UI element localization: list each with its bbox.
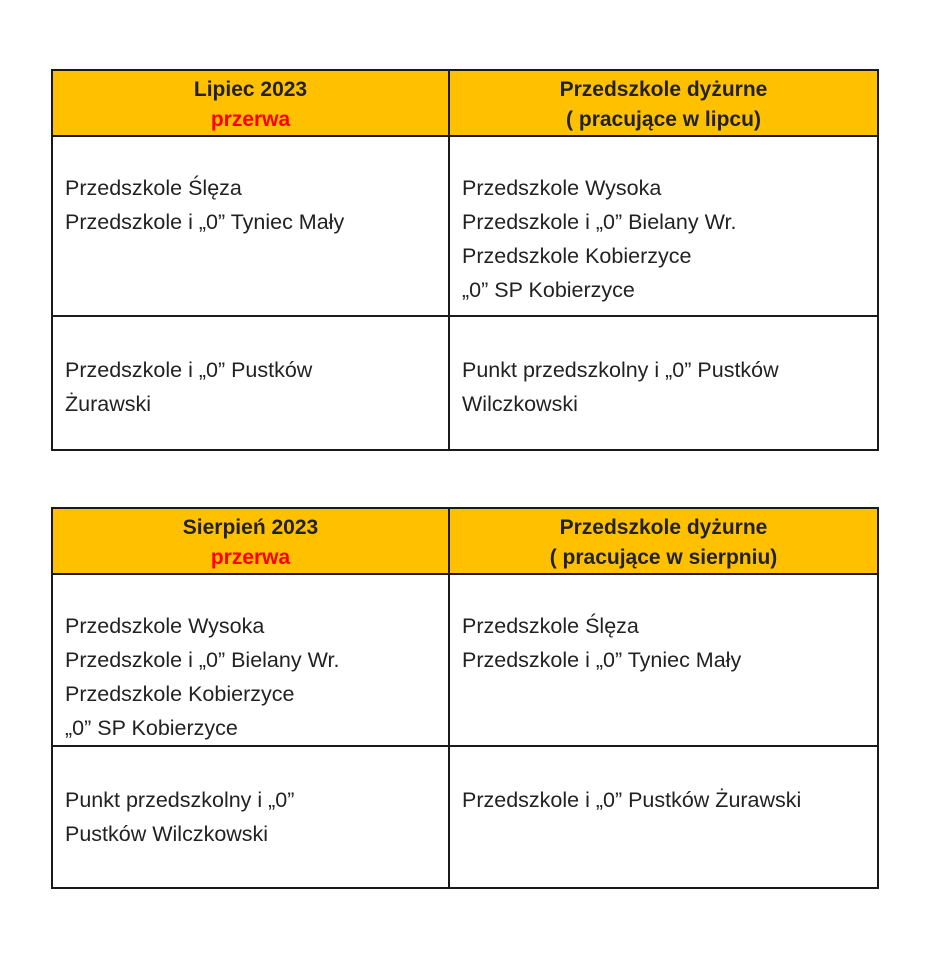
duty-title: Przedszkole dyżurne xyxy=(559,78,768,101)
closed-cell xyxy=(52,574,449,746)
break-label: przerwa xyxy=(210,546,291,569)
list-item: Przedszkole Ślęza xyxy=(65,176,242,200)
month-title: Sierpień 2023 xyxy=(182,516,319,539)
list-item: Przedszkole i „0” Pustków xyxy=(65,358,313,382)
closed-cell xyxy=(52,136,449,316)
duty-header-cell xyxy=(449,70,878,136)
list-item: Przedszkole Ślęza xyxy=(462,614,639,638)
table-header-row xyxy=(52,508,878,574)
list-item: Przedszkole i „0” Bielany Wr. xyxy=(462,210,737,234)
closed-cell xyxy=(52,746,449,888)
list-item: Przedszkole i „0” Bielany Wr. xyxy=(65,648,340,672)
duty-cell xyxy=(449,136,878,316)
list-item: „0” SP Kobierzyce xyxy=(462,278,635,302)
month-title: Lipiec 2023 xyxy=(193,78,308,101)
table-row xyxy=(52,574,878,746)
month-header-cell xyxy=(52,508,449,574)
list-item: Przedszkole Wysoka xyxy=(462,176,662,200)
july-schedule-table xyxy=(51,69,879,451)
list-item: Przedszkole Kobierzyce xyxy=(65,682,295,706)
list-item: Punkt przedszkolny i „0” xyxy=(65,788,295,812)
list-item: Punkt przedszkolny i „0” Pustków xyxy=(462,358,779,382)
duty-header-cell xyxy=(449,508,878,574)
list-item: Przedszkole Kobierzyce xyxy=(462,244,692,268)
duty-title: Przedszkole dyżurne xyxy=(559,516,768,539)
list-item: Wilczkowski xyxy=(462,392,578,416)
august-schedule-table xyxy=(51,507,879,889)
table-row xyxy=(52,136,878,316)
duty-cell xyxy=(449,574,878,746)
closed-cell xyxy=(52,316,449,450)
table-row xyxy=(52,746,878,888)
list-item: Przedszkole Wysoka xyxy=(65,614,265,638)
list-item: Pustków Wilczkowski xyxy=(65,822,269,846)
table-row xyxy=(52,316,878,450)
list-item: Żurawski xyxy=(65,392,152,416)
duty-cell xyxy=(449,316,878,450)
list-item: „0” SP Kobierzyce xyxy=(65,716,238,740)
month-header-cell xyxy=(52,70,449,136)
list-item: Przedszkole i „0” Tyniec Mały xyxy=(65,210,345,234)
list-item: Przedszkole i „0” Tyniec Mały xyxy=(462,648,742,672)
duty-cell xyxy=(449,746,878,888)
break-label: przerwa xyxy=(210,108,291,131)
table-header-row xyxy=(52,70,878,136)
list-item: Przedszkole i „0” Pustków Żurawski xyxy=(462,788,802,812)
duty-subtitle: ( pracujące w lipcu) xyxy=(566,108,761,131)
duty-subtitle: ( pracujące w sierpniu) xyxy=(549,546,778,569)
